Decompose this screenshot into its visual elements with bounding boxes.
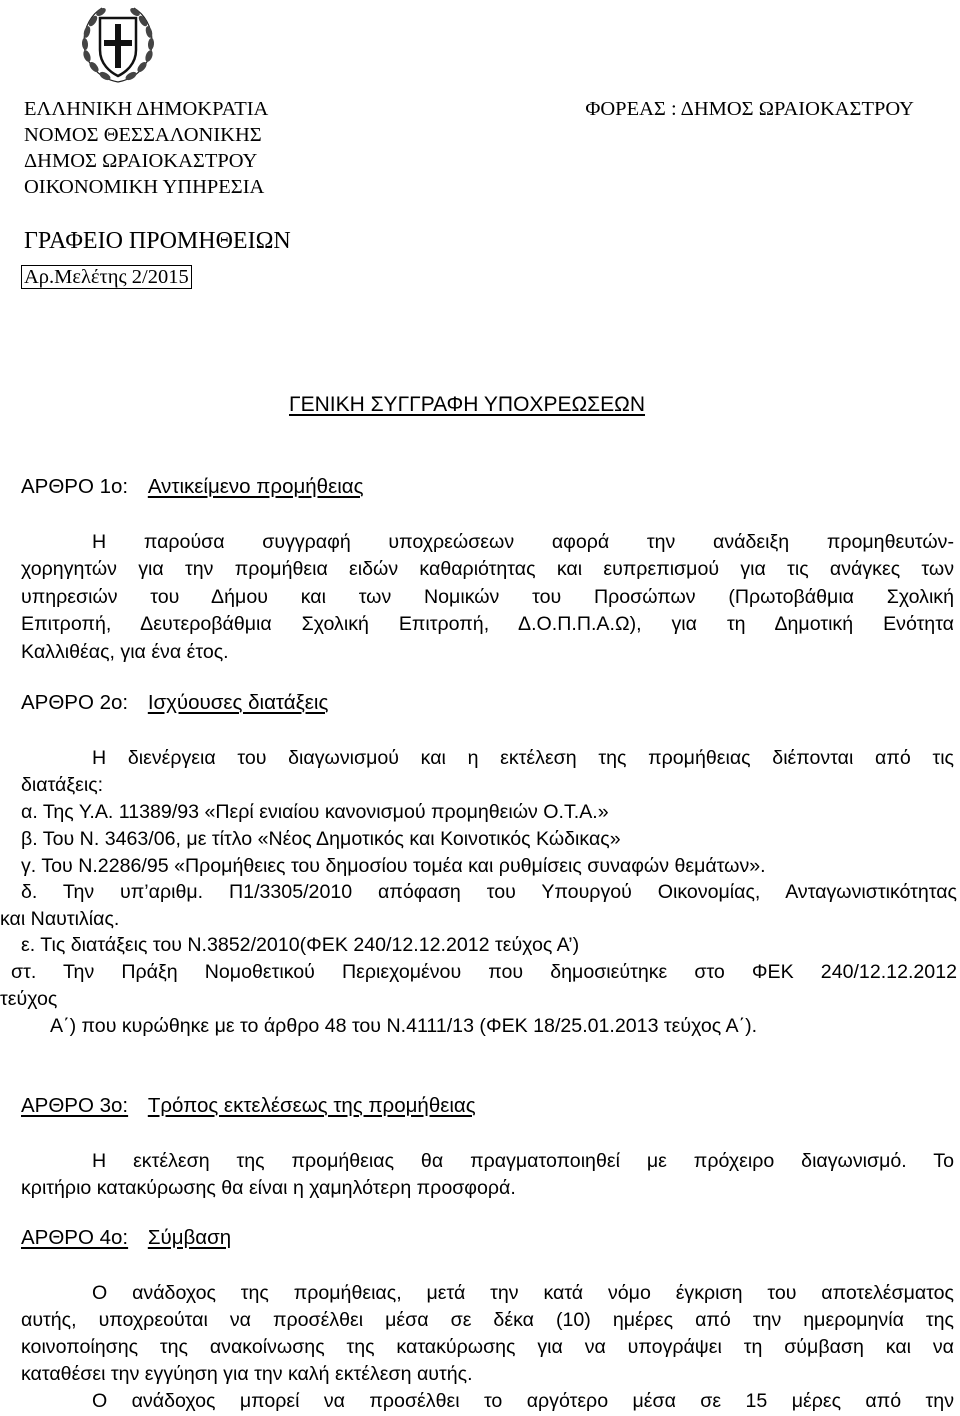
article-4-title: Σύμβαση bbox=[147, 1226, 232, 1249]
article-2-line: Α΄) που κυρώθηκε με το άρθρο 48 του Ν.4111/13 (ΦΕΚ 18/25.01.2013 τεύχος Α΄). bbox=[50, 1015, 758, 1037]
article-3-heading bbox=[21, 1094, 476, 1118]
article-1-number: ΑΡΘΡΟ 1ο: bbox=[21, 475, 129, 498]
article-2-heading bbox=[21, 691, 328, 715]
article-1-line: υπηρεσιών του Δήμου και των Νομικών του Προσώπων (Πρωτοβάθμια Σχολική bbox=[21, 586, 954, 608]
article-2-line: Η διενέργεια του διαγωνισμού και η εκτέλεση της προμήθειας διέπονται από τις bbox=[92, 747, 954, 769]
article-3-line: Η εκτέλεση της προμήθειας θα πραγματοποιηθεί με πρόχειρο διαγωνισμό. Το bbox=[92, 1150, 954, 1172]
header-left bbox=[24, 96, 268, 200]
article-4-line: καταθέσει την εγγύηση για την καλή εκτέλεση αυτής. bbox=[21, 1363, 473, 1385]
article-4-heading bbox=[21, 1226, 231, 1250]
office-name: ΓΡΑΦΕΙΟ ΠΡΟΜΗΘΕΙΩΝ bbox=[24, 228, 291, 254]
article-1-heading bbox=[21, 475, 364, 499]
article-1-line: χορηγητών για την προμήθεια ειδών καθαριότητας και ευπρεπισμού για τις ανάγκες των bbox=[21, 558, 954, 580]
article-2-line: α. Της Υ.Α. 11389/93 «Περί ενιαίου κανονισμού προμηθειών Ο.Τ.Α.» bbox=[21, 801, 609, 823]
article-2-number: ΑΡΘΡΟ 2ο: bbox=[21, 691, 129, 714]
article-3-number: ΑΡΘΡΟ 3ο: bbox=[21, 1094, 129, 1117]
article-2-line: και Ναυτιλίας. bbox=[0, 908, 120, 930]
article-4-line: Ο ανάδοχος μπορεί να προσέλθει το αργότερο μέσα σε 15 μέρες από την bbox=[92, 1390, 954, 1412]
article-4-line: αυτής, υποχρεούται να προσέλθει μέσα σε δέκα (10) ημέρες από την ημερομηνία της bbox=[21, 1309, 954, 1331]
header-left-line: ΝΟΜΟΣ ΘΕΣΣΑΛΟΝΙΚΗΣ bbox=[24, 124, 262, 146]
article-4-number: ΑΡΘΡΟ 4ο: bbox=[21, 1226, 129, 1249]
article-3-line: κριτήριο κατακύρωσης θα είναι η χαμηλότερη προσφορά. bbox=[21, 1177, 516, 1199]
header-left-line: ΟΙΚΟΝΟΜΙΚΗ ΥΠΗΡΕΣΙΑ bbox=[24, 176, 265, 198]
article-2-line: διατάξεις: bbox=[21, 774, 104, 796]
study-number-box: Αρ.Μελέτης 2/2015 bbox=[21, 265, 192, 289]
article-1-line: Επιτροπή, Δευτεροβάθμια Σχολική Επιτροπή, Δ.Ο.Π.Π.Α.Ω), για τη Δημοτική Ενότητα bbox=[21, 613, 954, 635]
article-4-line: Ο ανάδοχος της προμήθειας, μετά την κατά νόμο έγκριση του αποτελέσματος bbox=[92, 1282, 954, 1304]
article-4-line: κοινοποίησης της ανακοίνωσης της κατακύρωσης για να υπογράψει τη σύμβαση και να bbox=[21, 1336, 954, 1358]
article-2-line: ε. Τις διατάξεις του Ν.3852/2010(ΦΕΚ 240/12.12.2012 τεύχος Α’) bbox=[21, 934, 580, 956]
article-2-title: Ισχύουσες διατάξεις bbox=[147, 691, 329, 714]
article-2-line: β. Του Ν. 3463/06, με τίτλο «Νέος Δημοτικός και Κοινοτικός Κώδικας» bbox=[21, 828, 621, 850]
article-1-line: Καλλιθέας, για ένα έτος. bbox=[21, 641, 229, 663]
article-2-line: τεύχος bbox=[0, 988, 58, 1010]
article-2-line: δ. Την υπ’αριθμ. Π1/3305/2010 απόφαση του Υπουργού Οικονομίας, Ανταγωνιστικότητας bbox=[21, 881, 957, 903]
header-agency: ΦΟΡΕΑΣ : ΔΗΜΟΣ ΩΡΑΙΟΚΑΣΤΡΟΥ bbox=[585, 98, 914, 120]
article-3-title: Τρόπος εκτελέσεως της προμήθειας bbox=[147, 1094, 476, 1117]
article-1-line: Η παρούσα συγγραφή υποχρεώσεων αφορά την ανάδειξη προμηθευτών- bbox=[92, 531, 954, 553]
header-left-line: ΔΗΜΟΣ ΩΡΑΙΟΚΑΣΤΡΟΥ bbox=[24, 150, 258, 172]
header-left-line: ΕΛΛΗΝΙΚΗ ΔΗΜΟΚΡΑΤΙΑ bbox=[24, 98, 269, 120]
greek-state-emblem-icon bbox=[78, 4, 158, 86]
article-1-title: Αντικείμενο προμήθειας bbox=[147, 475, 364, 498]
article-2-line: γ. Του Ν.2286/95 «Προμήθειες του δημοσίου τομέα και ρυθμίσεις συναφών θεμάτων». bbox=[21, 855, 766, 877]
document-title: ΓΕΝΙΚΗ ΣΥΓΓΡΑΦΗ ΥΠΟΧΡΕΩΣΕΩΝ bbox=[289, 393, 646, 416]
article-2-line: στ. Την Πράξη Νομοθετικού Περιεχομένου που δημοσιεύτηκε στο ΦΕΚ 240/12.12.2012 bbox=[11, 961, 957, 983]
